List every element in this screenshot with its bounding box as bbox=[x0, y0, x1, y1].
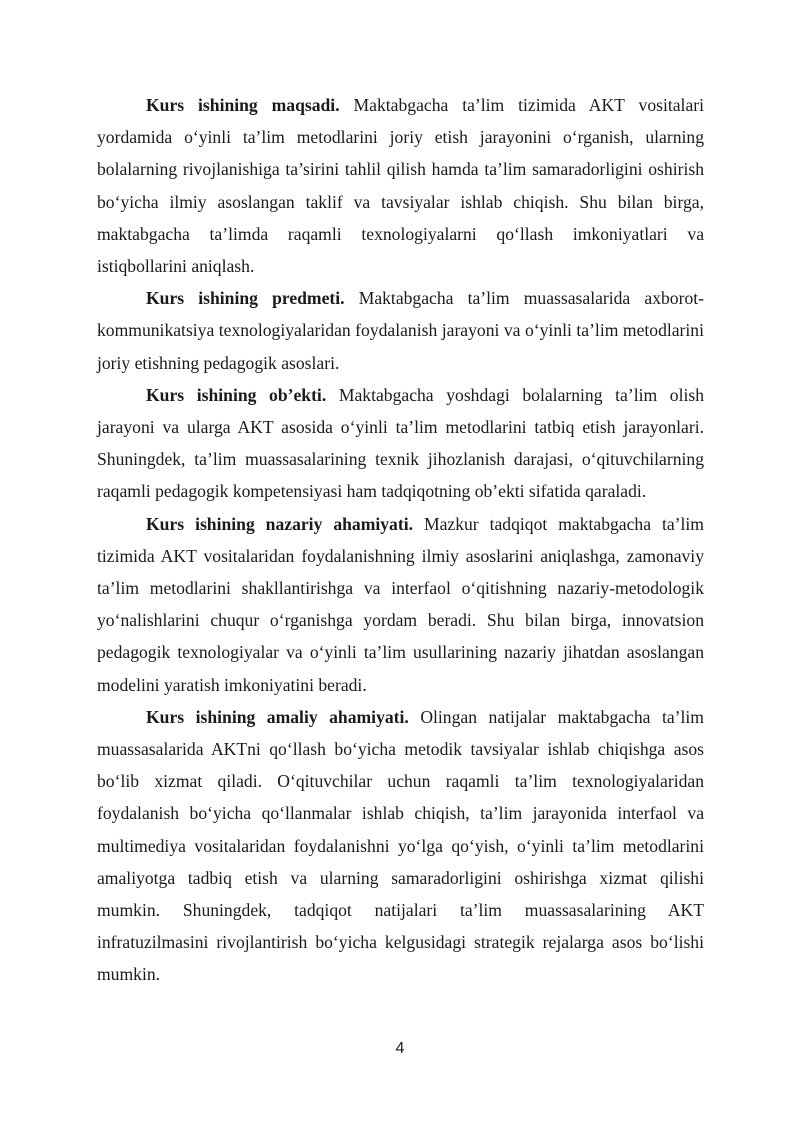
document-body bbox=[97, 89, 704, 991]
paragraph-purpose bbox=[97, 89, 704, 282]
paragraph-text: Mazkur tadqiqot maktabgacha ta’lim tizimida AKT vositalaridan foydalanishning ilmiy asoslarini aniqlashga, zamonaviy ta’lim metodlarini shakllantirishga va interfaol o‘qitishning nazariy-metodologik yo‘nalishlarini chuqur o‘rganishga yordam beradi. Shu bilan birga, innovatsion pedagogik texnologiyalar va o‘yinli ta’lim usullarining nazariy jihatdan asoslangan modelini yaratish imkoniyatini beradi. bbox=[97, 513, 704, 695]
paragraph-text: Maktabgacha ta’lim muassasalarida axborot-kommunikatsiya texnologiyalaridan foydalanish jarayoni va o‘yinli ta’lim metodlarini joriy etishning pedagogik asoslari. bbox=[97, 288, 704, 373]
page-number: 4 bbox=[395, 1040, 405, 1057]
paragraph-lead: Kurs ishining amaliy ahamiyati. bbox=[146, 706, 409, 727]
paragraph-lead: Kurs ishining ob’ekti. bbox=[146, 384, 327, 405]
paragraph-object bbox=[97, 379, 704, 508]
paragraph-theoretical-significance bbox=[97, 508, 704, 701]
paragraph-lead: Kurs ishining predmeti. bbox=[146, 288, 345, 309]
paragraph-practical-significance bbox=[97, 701, 704, 991]
paragraph-text: Maktabgacha ta’lim tizimida AKT vositalari yordamida o‘yinli ta’lim metodlarini joriy etish jarayonini o‘rganish, ularning bolalarning rivojlanishiga ta’sirini tahlil qilish hamda ta’lim samaradorligini oshirish bo‘yicha ilmiy asoslangan taklif va tavsiyalar ishlab chiqish. Shu bilan birga, maktabgacha ta’limda raqamli texnologiyalarni qo‘llash imkoniyatlari va istiqbollarini aniqlash. bbox=[97, 95, 704, 277]
paragraph-lead: Kurs ishining nazariy ahamiyati. bbox=[146, 513, 413, 534]
paragraph-text: Olingan natijalar maktabgacha ta’lim muassasalarida AKTni qo‘llash bo‘yicha metodik tavsiyalar ishlab chiqishga asos bo‘lib xizmat qiladi. O‘qituvchilar uchun raqamli ta’lim texnologiyalaridan foydalanish bo‘yicha qo‘llanmalar ishlab chiqish, ta’lim jarayonida interfaol va multimediya vositalaridan foydalanishni yo‘lga qo‘yish, o‘yinli ta’lim metodlarini amaliyotga tadbiq etish va ularning samaradorligini oshirishga xizmat qilishi mumkin. Shuningdek, tadqiqot natijalari ta’lim muassasalarining AKT infratuzilmasini rivojlantirish bo‘yicha kelgusidagi strategik rejalarga asos bo‘lishi mumkin. bbox=[97, 706, 704, 985]
paragraph-lead: Kurs ishining maqsadi. bbox=[146, 95, 340, 115]
paragraph-subject bbox=[97, 282, 704, 379]
paragraph-text: Maktabgacha yoshdagi bolalarning ta’lim olish jarayoni va ularga AKT asosida o‘yinli ta’lim metodlarini tatbiq etish jarayonlari. Shuningdek, ta’lim muassasalarining texnik jihozlanish darajasi, o‘qituvchilarning raqamli pedagogik kompetensiyasi ham tadqiqotning ob’ekti sifatida qaraladi. bbox=[97, 384, 704, 502]
